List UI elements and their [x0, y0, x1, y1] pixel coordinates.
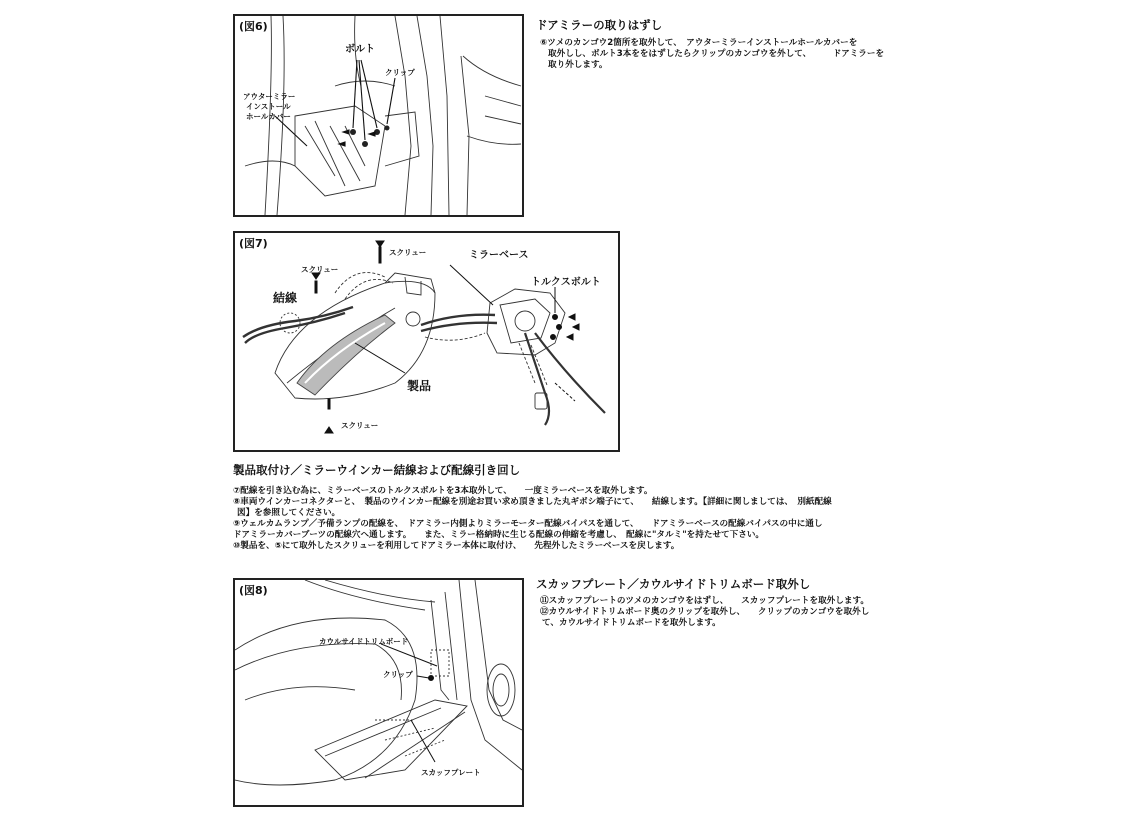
text-line: ⑦配線を引き込む為に、ミラーベースのトルクスボルトを3本取外して、 一度ミラーベースを取外します。	[233, 486, 653, 496]
scuff-plate-callout: スカッフプレート	[421, 768, 481, 777]
trim-board-callout: カウルサイドトリムボード	[319, 637, 409, 646]
screw-callout-left: スクリュー	[301, 265, 339, 274]
product-callout: 製品	[407, 379, 432, 393]
section-body-scuff-plate	[540, 596, 869, 629]
figure-6-label: (図6)	[239, 20, 268, 33]
wiring-callout: 結線	[273, 291, 298, 305]
text-line: 図】を参照してください。	[237, 508, 341, 518]
text-line: 取り外します。	[548, 60, 608, 70]
figure-7-label: (図7)	[239, 237, 268, 250]
bolt-callout: ボルト	[345, 44, 375, 55]
screw-callout-top: スクリュー	[389, 248, 427, 257]
text-line: ⑧車両ウインカーコネクターと、 製品のウインカー配線を別途お買い求め頂きました丸ギボシ端子にて、 結線します。【詳細に関しましては、 別紙配線	[233, 497, 832, 507]
section-title-door-mirror: ドアミラーの取りはずし	[536, 18, 663, 32]
text-line: 取外しし、ボルト3本ををはずしたらクリップのカンゴウを外して、 ドアミラーを	[548, 49, 885, 59]
section-title-wiring: 製品取付け／ミラーウインカー結線および配線引き回し	[233, 463, 521, 477]
torx-bolt-callout: トルクスボルト	[531, 277, 601, 288]
figure-7-illustration	[235, 233, 618, 450]
text-line: て、カウルサイドトリムボードを取外します。	[542, 618, 721, 628]
cover-callout-line-3: ホールカバー	[246, 112, 291, 121]
mirror-base-callout: ミラーベース	[469, 250, 529, 261]
figure-6	[233, 14, 524, 217]
text-line: ⑫カウルサイドトリムボード奥のクリップを取外し、 クリップのカンゴウを取外し	[540, 607, 870, 617]
figure-7	[233, 231, 620, 452]
figure-8-label: (図8)	[239, 584, 268, 597]
section-body-door-mirror	[540, 38, 884, 71]
text-line: ドアミラーカバーブーツの配線穴へ通します。 また、ミラー格納時に生じる配線の伸縮を考慮し、 配線に"タルミ"を持たせて下さい。	[233, 530, 765, 540]
clip-callout: クリップ	[385, 68, 415, 77]
text-line: ⑨ウェルカムランプ／予備ランプの配線を、 ドアミラー内側よりミラーモーター配線バイパスを通して、 ドアミラーベースの配線バイパスの中に通し	[233, 519, 823, 529]
cover-callout-line-2: インストール	[246, 102, 291, 111]
cover-callout-line-1: アウターミラー	[243, 92, 296, 101]
figure-8	[233, 578, 524, 807]
text-line: ⑥ツメのカンゴウ2箇所を取外して、 アウターミラーインストールホールカバーを	[540, 38, 858, 48]
text-line: ⑩製品を、⑤にて取外したスクリューを利用してドアミラー本体に取付け、 先程外したミラーベースを戻します。	[233, 541, 680, 551]
section-title-scuff-plate: スカッフプレート／カウルサイドトリムボード取外し	[536, 577, 811, 591]
clip-callout-fig8: クリップ	[383, 670, 413, 679]
screw-callout-bottom: スクリュー	[341, 421, 379, 430]
section-body-wiring	[233, 486, 832, 552]
text-line: ⑪スカッフプレートのツメのカンゴウをはずし、 スカッフプレートを取外します。	[540, 596, 869, 606]
